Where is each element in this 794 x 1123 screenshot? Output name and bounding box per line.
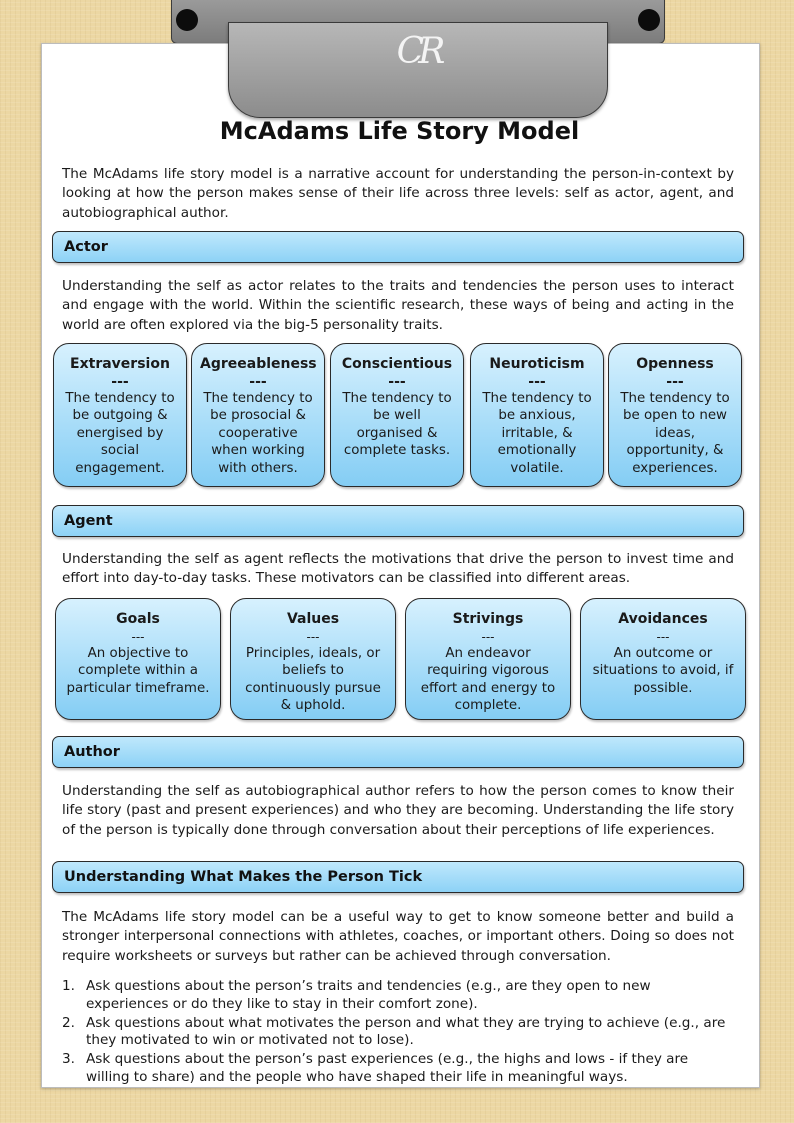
card-description: An outcome or situations to avoid, if possible. [592,646,734,696]
card-separator: --- [666,374,684,390]
card-title: Agreeableness [200,356,317,372]
motivator-card-goals [55,598,221,720]
list-text: Ask questions about the person’s past experiences (e.g., the highs and lows - if they are willing to share) and the people who have shaped their life in meaningful ways. [86,1051,689,1085]
trait-card-agreeableness [191,343,325,487]
motivator-card-values [230,598,396,720]
card-description: An endeavor requiring vigorous effort and energy to complete. [420,646,556,714]
agent-paragraph: Understanding the self as agent reflects the motivations that drive the person to invest time and effort into day-to-day tasks. These motivators can be classified into different areas. [62,551,734,587]
card-title: Openness [636,356,714,372]
trait-card-extraversion [53,343,187,487]
cr-logo: CR [396,31,440,72]
page-title: McAdams Life Story Model [219,117,580,145]
clip-rivet-left [176,9,198,31]
tick-paragraph: The McAdams life story model can be a useful way to get to know someone better and build a stronger interpersonal connections with athletes, coaches, or important others. Doing so does not require worksheets or surveys but rather can be achieved through conversation. [62,909,734,964]
list-item [62,978,734,1014]
card-description: Principles, ideals, or beliefs to continuously pursue & uphold. [245,646,381,714]
motivator-card-avoidances [580,598,746,720]
card-separator: --- [249,374,267,390]
card-separator: --- [388,374,406,390]
trait-card-openness [608,343,742,487]
card-description: An objective to complete within a particular timeframe. [66,646,210,696]
card-title: Avoidances [618,611,708,627]
card-description: The tendency to be outgoing & energised by social engagement. [65,391,175,476]
list-item [62,1051,734,1087]
author-paragraph: Understanding the self as autobiographical author refers to how the person comes to know their life story (past and present experiences) and who they are becoming. Understanding the life story of the person is typically done through conversation about their perceptions of life experiences. [62,783,734,838]
author-section-header: Author [52,736,744,768]
card-title: Values [286,611,340,627]
list-number: 3. [62,1051,75,1068]
card-separator: --- [656,630,670,644]
list-number: 1. [62,978,75,994]
card-title: Strivings [452,611,524,627]
list-number: 2. [62,1014,75,1031]
card-separator: --- [111,374,129,390]
card-description: The tendency to be well organised & complete tasks. [342,391,452,459]
card-separator: --- [131,630,145,644]
clip-rivet-right [638,9,660,31]
trait-card-neuroticism [470,343,604,487]
motivator-card-strivings [405,598,571,720]
card-title: Neuroticism [489,356,585,372]
list-text: Ask questions about what motivates the person and what they are trying to achieve (e.g., are they motivated to win or motivated not to lose). [86,1014,726,1049]
list-item [62,1015,734,1051]
card-title: Goals [116,611,160,627]
card-separator: --- [306,630,320,644]
card-title: Extraversion [70,356,170,372]
card-title: Conscientious [341,356,453,372]
actor-section-header: Actor [52,231,744,263]
trait-card-conscientious [330,343,464,487]
card-separator: --- [481,630,495,644]
question-list [62,978,734,1088]
actor-paragraph: Understanding the self as actor relates to the traits and tendencies the person uses to interact and engage with the world. Within the scientific research, these ways of being and acting in the world are often explored via the big-5 personality traits. [62,278,734,333]
agent-section-header: Agent [52,505,744,537]
card-description: The tendency to be prosocial & cooperative when working with others. [203,391,313,476]
card-description: The tendency to be open to new ideas, opportunity, & experiences. [620,391,730,476]
clipboard-clip-tab [228,22,608,118]
card-separator: --- [528,374,546,390]
intro-paragraph: The McAdams life story model is a narrative account for understanding the person-in-context by looking at how the person makes sense of their life across three levels: self as actor, agent, and autobiographical author. [62,166,734,221]
tick-section-header: Understanding What Makes the Person Tick [52,861,744,893]
list-text: Ask questions about the person’s traits and tendencies (e.g., are they open to new experiences or do they like to stay in their comfort zone). [86,978,651,1012]
card-description: The tendency to be anxious, irritable, & emotionally volatile. [482,391,592,476]
